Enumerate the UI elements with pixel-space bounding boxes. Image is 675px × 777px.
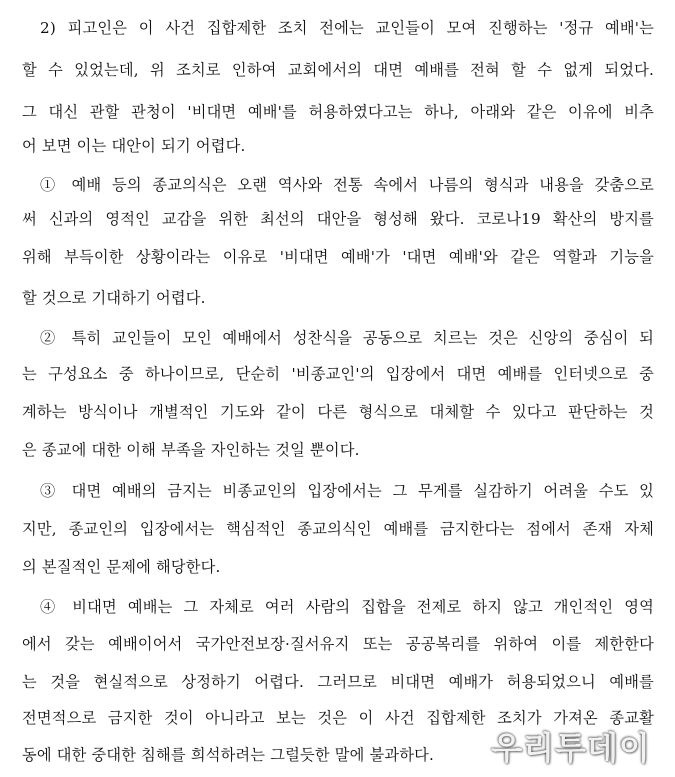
point-2-line-3: 계하는 방식이나 개별적인 기도와 같이 다른 형식으로 대체할 수 있다고 판단하는 것 [22,403,654,421]
point-2-line-2: 는 구성요소 중 하나이므로, 단순히 '비종교인'의 입장에서 대면 예배를 인터넷으로 중 [22,365,654,383]
paragraph-2-line-1: 2) 피고인은 이 사건 집합제한 조치 전에는 교인들이 모여 진행하는 '정규 예배'는 [40,19,654,37]
point-3-line-2: 지만, 종교인의 입장에서는 핵심적인 종교의식인 예배를 금지한다는 점에서 존재 자체 [22,520,654,538]
point-4-line-2: 에서 갖는 예배이어서 국가안전보장·질서유지 또는 공공복리를 위하여 이를 제한한다 [22,635,654,653]
point-4-line-1: ④ 비대면 예배는 그 자체로 여러 사람의 집합을 전제로 하지 않고 개인적인 영역 [40,598,654,616]
point-1-line-2: 써 신과의 영적인 교감을 위한 최선의 대안을 형성해 왔다. 코로나19 확산의 방지를 [22,210,654,228]
watermark-logo: 우리투데이 [491,729,651,767]
point-4-line-5: 동에 대한 중대한 침해를 희석하려는 그럴듯한 말에 불과하다. [22,746,434,764]
point-1-line-4: 할 것으로 기대하기 어렵다. [22,289,206,307]
point-2-line-1: ② 특히 교인들이 모인 예배에서 성찬식을 공동으로 치르는 것은 신앙의 중심이 되 [40,329,654,347]
point-2-line-4: 은 종교에 대한 이해 부족을 자인하는 것일 뿐이다. [22,441,360,459]
paragraph-2-line-3: 그 대신 관할 관청이 '비대면 예배'를 허용하였다고는 하나, 아래와 같은 이유에 비추 [22,103,654,121]
paragraph-2-line-4: 어 보면 이는 대안이 되기 어렵다. [22,137,246,155]
point-4-line-4: 전면적으로 금지한 것이 아니라고 보는 것은 이 사건 집합제한 조치가 가져온 종교활 [22,709,654,727]
paragraph-2-line-2: 할 수 있었는데, 위 조치로 인하여 교회에서의 대면 예배를 전혀 할 수 없게 되었다. [22,61,654,79]
point-1-line-3: 위해 부득이한 상황이라는 이유로 '비대면 예배'가 '대면 예배'와 같은 역할과 기능을 [22,248,654,266]
point-3-line-3: 의 본질적인 문제에 해당한다. [22,558,221,576]
point-3-line-1: ③ 대면 예배의 금지는 비종교인의 입장에서는 그 무게를 실감하기 어려울 수도 있 [40,482,654,500]
point-4-line-3: 는 것을 현실적으로 상정하기 어렵다. 그러므로 비대면 예배가 허용되었으니 예배를 [22,673,654,691]
point-1-line-1: ① 예배 등의 종교의식은 오랜 역사와 전통 속에서 나름의 형식과 내용을 갖춤으로 [40,176,654,194]
